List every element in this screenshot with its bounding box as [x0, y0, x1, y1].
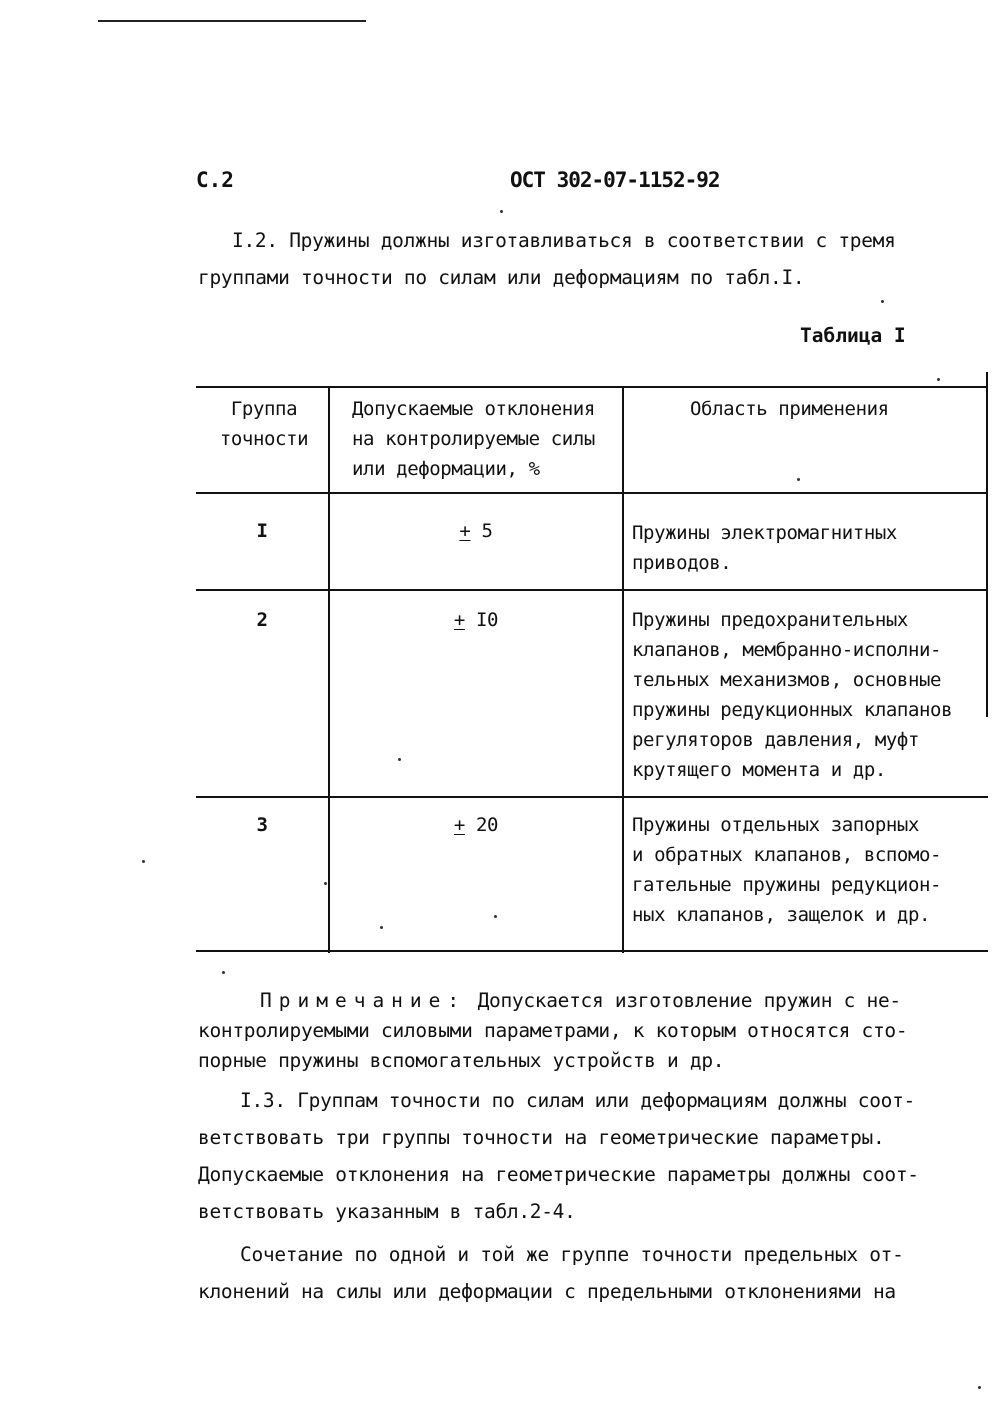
scan-speck: [494, 915, 497, 918]
header-deviation: [352, 394, 595, 484]
area-line: Пружины электромагнитных: [632, 522, 897, 544]
header-line: точности: [219, 428, 309, 450]
row-3-group: 3: [256, 814, 268, 836]
scan-speck: [324, 882, 327, 885]
row-2-group: 2: [256, 609, 268, 631]
area-line: Пружины отдельных запорных: [632, 814, 920, 836]
area-line: и обратных клапанов, вспомо-: [632, 844, 942, 866]
row-1-area: [632, 518, 897, 578]
row-2-area: [632, 605, 952, 785]
paragraph-line: ветствовать указанным в табл.2-4.: [198, 1200, 576, 1223]
table-rule: [196, 950, 988, 952]
table-right-edge: [986, 372, 988, 717]
row-3-area: [632, 810, 941, 930]
table-caption: Таблица I: [800, 324, 906, 347]
paragraph-line: Сочетание по одной и той же группе точности предельных от-: [240, 1243, 904, 1266]
row-2-deviation: [330, 605, 622, 635]
scan-speck: [797, 478, 800, 481]
note-first-line: [198, 986, 958, 1016]
area-line: регуляторов давления, муфт: [632, 729, 920, 751]
paragraph-line: ветствовать три группы точности на геометрические параметры.: [198, 1126, 885, 1149]
scan-speck: [142, 860, 145, 863]
table-rule: [196, 589, 988, 591]
header-line: Группа: [230, 398, 298, 420]
note-line: контролируемыми силовыми параметрами, к которым относятся сто-: [198, 1019, 908, 1042]
header-line: Область применения: [690, 398, 889, 420]
area-line: приводов.: [632, 552, 732, 574]
area-line: клапанов, мембранно-исполни-: [632, 639, 942, 661]
note-paragraph: [198, 986, 958, 1076]
paragraph-line: группами точности по силам или деформациям по табл.I.: [198, 266, 805, 289]
deviation-value: I0: [476, 609, 499, 631]
area-line: гательные пружины редукцион-: [632, 874, 942, 896]
plus-minus-sign: +: [459, 520, 471, 542]
paragraph-line: I.2. Пружины должны изготавливаться в соответствии с тремя: [232, 229, 896, 252]
header-area: [690, 394, 889, 424]
row-1-deviation: [330, 516, 622, 546]
header-group: [204, 394, 324, 454]
scan-speck: [380, 926, 383, 929]
scan-speck: [500, 210, 503, 213]
scan-speck: [937, 378, 940, 381]
paragraph-line: Допускаемые отклонения на геометрические параметры должны соот-: [198, 1163, 919, 1186]
note-label: Примечание:: [260, 989, 467, 1012]
scan-speck: [881, 300, 884, 303]
header-line: Допускаемые отклонения: [352, 398, 595, 420]
paragraph-line: клонений на силы или деформации с предельными отклонениями на: [198, 1280, 896, 1303]
page-number: С.2: [196, 168, 234, 192]
table-rule: [196, 796, 988, 798]
scan-speck: [398, 758, 401, 761]
paragraph-combination: [198, 1236, 958, 1310]
scan-speck: [978, 1386, 981, 1389]
plus-minus-sign: +: [453, 814, 465, 836]
deviation-value: 20: [476, 814, 499, 836]
deviation-value: 5: [481, 520, 493, 542]
paragraph-line: I.3. Группам точности по силам или деформациям должны соот-: [240, 1089, 915, 1112]
area-line: Пружины предохранительных: [632, 609, 908, 631]
note-text: Допускается изготовление пружин с не-: [477, 989, 901, 1012]
scan-speck: [222, 971, 225, 974]
plus-minus-sign: +: [453, 609, 465, 631]
row-3-deviation: [330, 810, 622, 840]
paragraph-1-2: [198, 222, 958, 296]
top-rule: [98, 20, 366, 22]
table-rule: [196, 386, 988, 388]
column-divider: [328, 386, 330, 953]
paragraph-1-3: [198, 1082, 958, 1230]
table-rule: [196, 492, 988, 494]
note-line: порные пружины вспомогательных устройств и др.: [198, 1049, 725, 1072]
area-line: крутящего момента и др.: [632, 759, 886, 781]
area-line: тельных механизмов, основные: [632, 669, 942, 691]
row-1-group: I: [256, 520, 268, 542]
accuracy-table: [196, 386, 988, 953]
area-line: пружины редукционных клапанов: [632, 699, 953, 721]
area-line: ных клапанов, защелок и др.: [632, 904, 931, 926]
document-code: ОСТ 302-07-1152-92: [510, 168, 720, 192]
header-line: на контролируемые силы: [352, 428, 595, 450]
header-line: или деформации, %: [352, 458, 540, 480]
column-divider: [622, 386, 624, 953]
